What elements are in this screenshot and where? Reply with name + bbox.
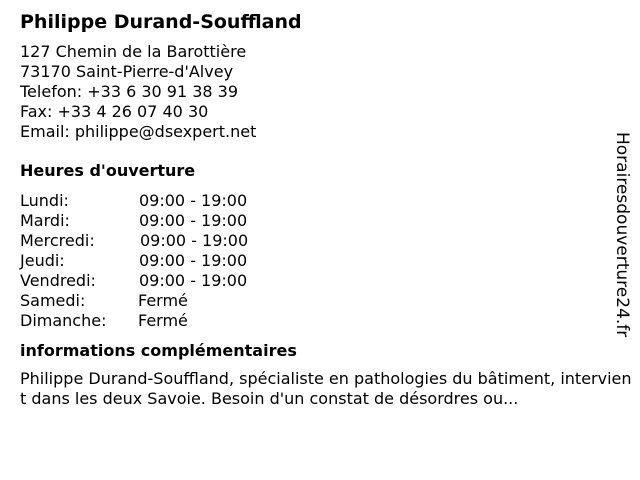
hours-time-value: 09:00 - 19:00 [139,191,248,210]
business-name: Philippe Durand-Souffland [20,11,302,33]
email-line: Email: philippe@dsexpert.net [20,122,257,141]
business-description: Philippe Durand-Souffland, spécialiste en pathologies du bâtiment, intervient dans les deux Savoie. Besoin d'un constat de désordres ou... [20,369,632,408]
hours-row-monday [20,191,620,211]
hours-time-value: 09:00 - 19:00 [139,251,248,270]
hours-time-value: Fermé [138,291,188,310]
hours-time-value: 09:00 - 19:00 [140,231,249,250]
additional-info-title: informations complémentaires [20,341,297,360]
address-line-2: 73170 Saint-Pierre-d'Alvey [20,62,234,81]
hours-row-saturday [20,291,620,311]
hours-day-label: Samedi: [20,291,86,310]
hours-time-value: 09:00 - 19:00 [139,271,248,290]
hours-day-label: Vendredi: [20,271,96,290]
fax-line: Fax: +33 4 26 07 40 30 [20,102,209,121]
opening-hours-table [20,191,620,331]
opening-hours-title: Heures d'ouverture [20,161,196,180]
hours-time-value: Fermé [138,311,188,330]
hours-day-label: Dimanche: [20,311,107,330]
hours-time-value: 09:00 - 19:00 [139,211,248,230]
hours-day-label: Jeudi: [20,251,65,270]
hours-day-label: Lundi: [20,191,69,210]
site-watermark: Horairesdouverture24.fr [612,132,632,338]
hours-row-friday [20,271,620,291]
hours-day-label: Mercredi: [20,231,95,250]
address-line-1: 127 Chemin de la Barottière [20,42,247,61]
hours-row-tuesday [20,211,620,231]
hours-row-wednesday [20,231,620,251]
hours-day-label: Mardi: [20,211,70,230]
hours-row-thursday [20,251,620,271]
hours-row-sunday [20,311,620,331]
phone-line: Telefon: +33 6 30 91 38 39 [20,82,239,101]
